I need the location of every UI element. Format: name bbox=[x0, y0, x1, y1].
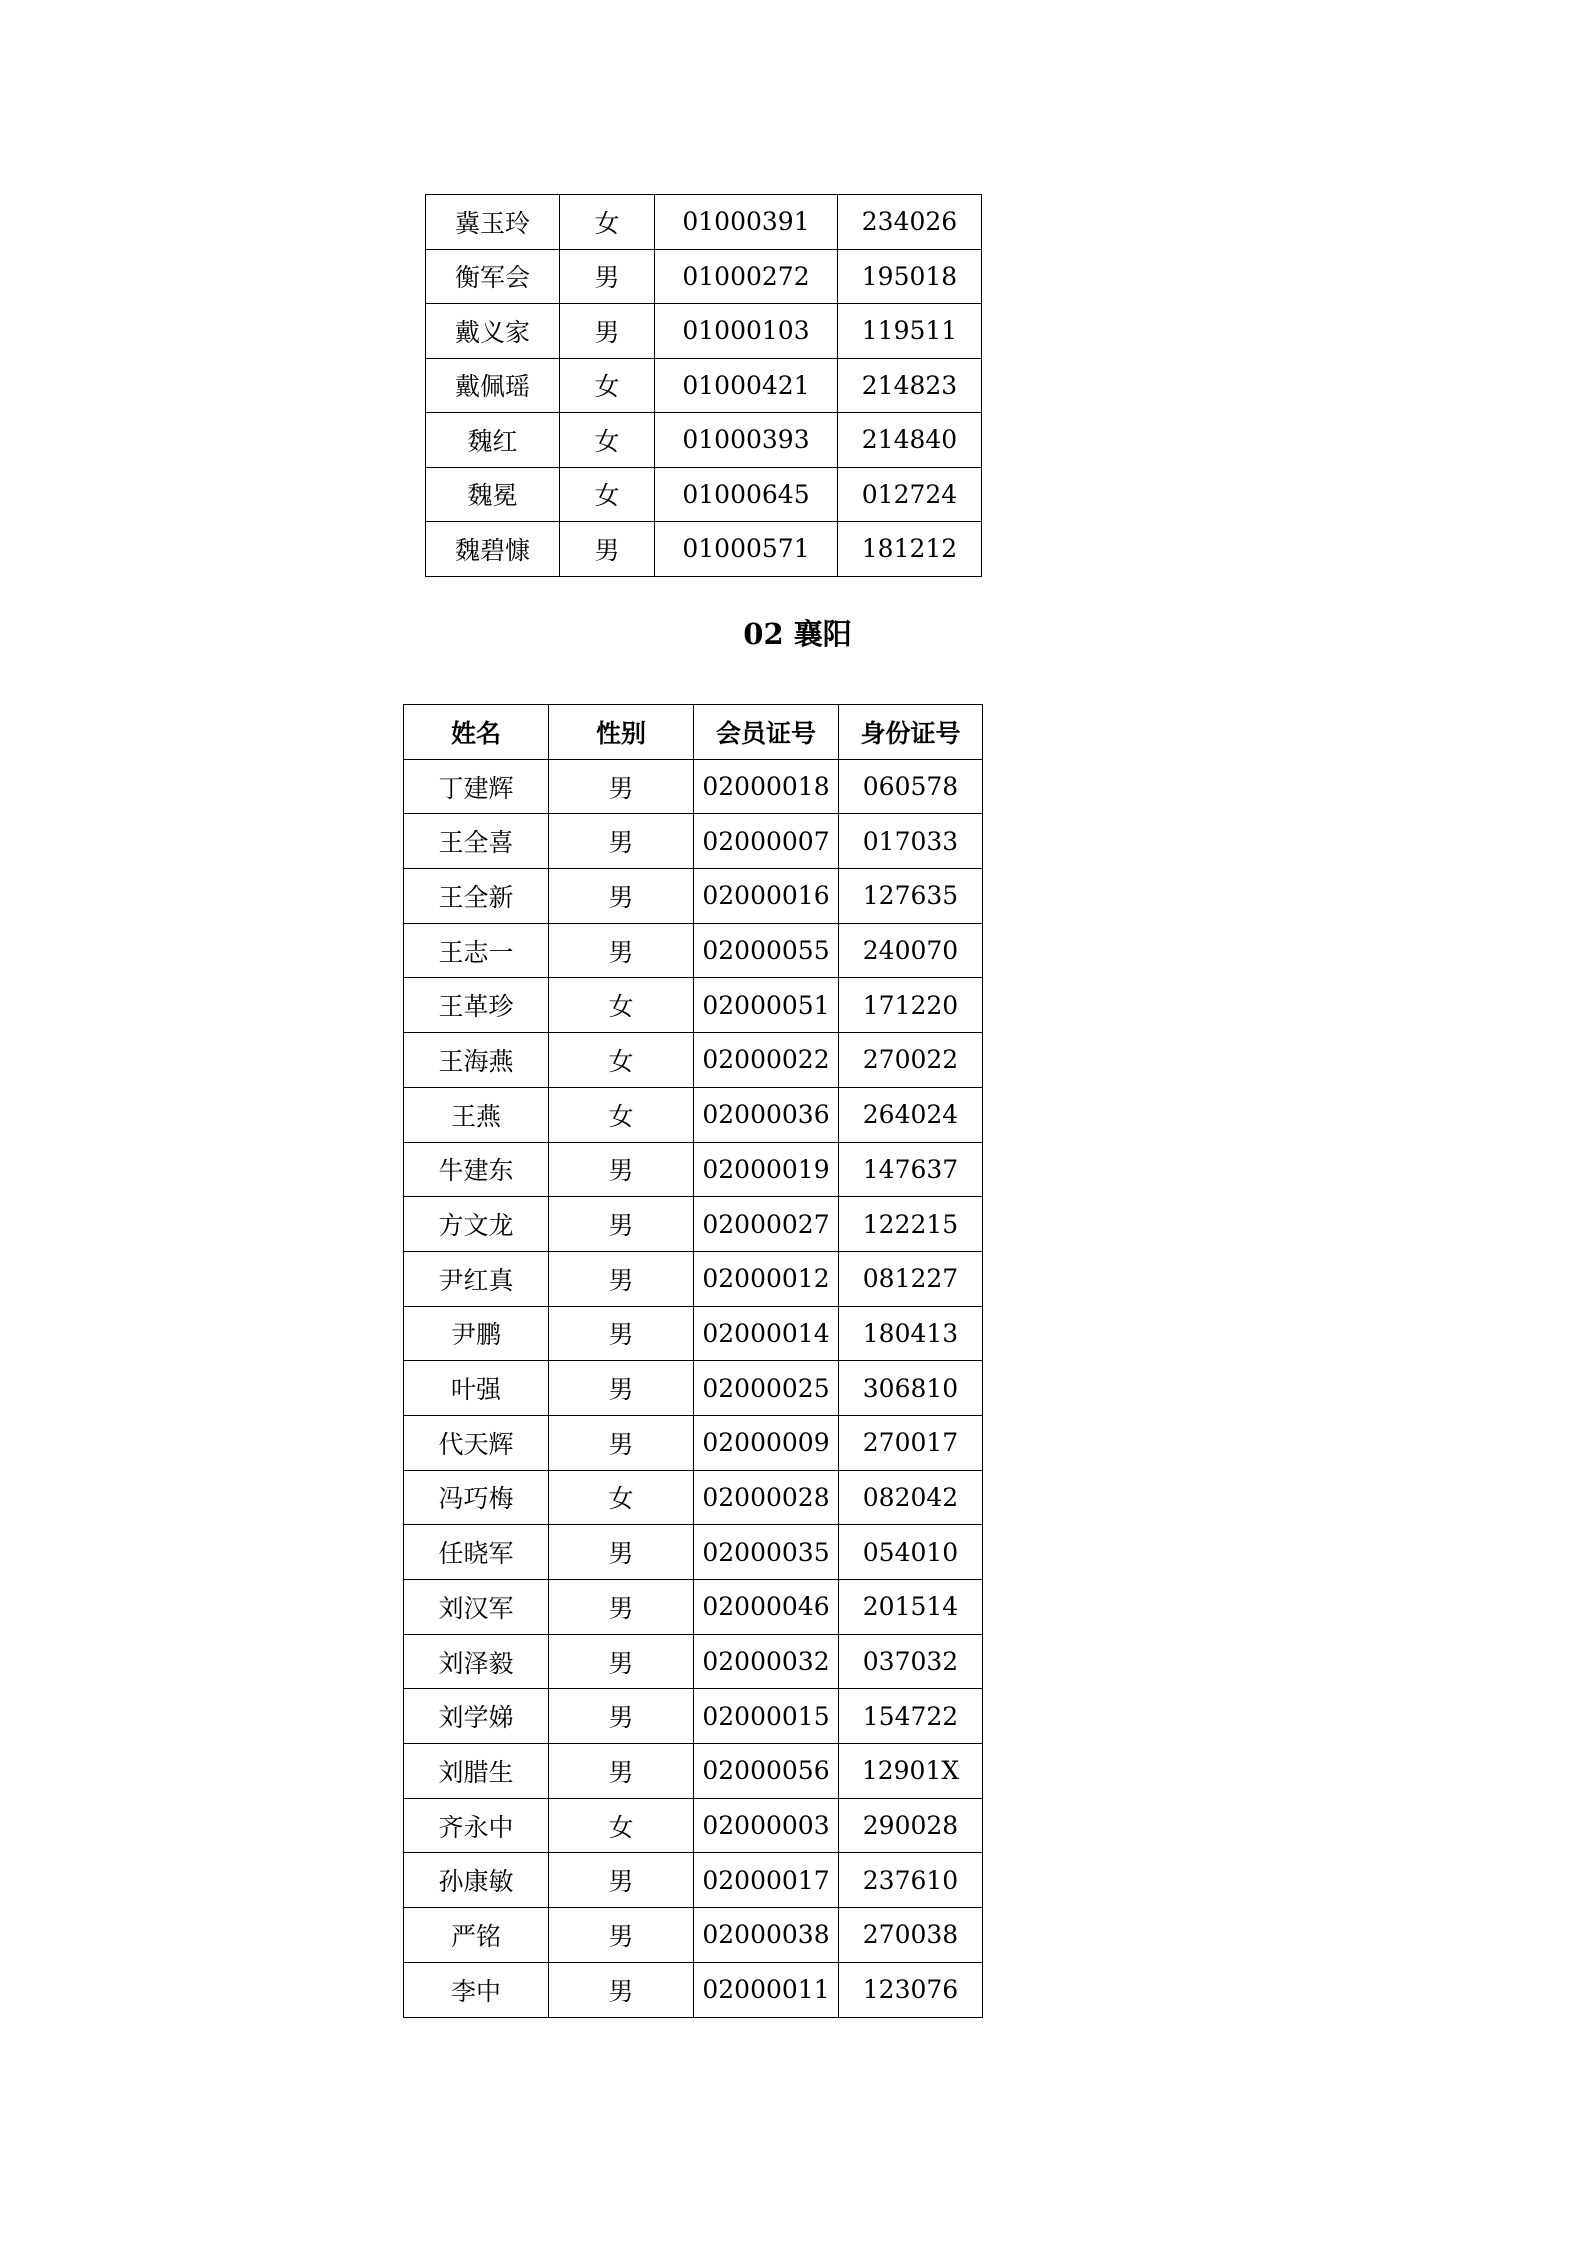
table-row bbox=[426, 413, 982, 468]
cell-id-number: 234026 bbox=[838, 195, 982, 250]
cell-member-id: 02000027 bbox=[694, 1197, 839, 1252]
cell-gender: 男 bbox=[549, 1853, 694, 1908]
cell-id-number: 214840 bbox=[838, 413, 982, 468]
table-row bbox=[404, 1580, 983, 1635]
cell-name: 尹红真 bbox=[404, 1251, 549, 1306]
table-header bbox=[404, 705, 983, 760]
cell-name: 丁建辉 bbox=[404, 759, 549, 814]
table-row bbox=[404, 1744, 983, 1799]
cell-id-number: 060578 bbox=[839, 759, 983, 814]
cell-name: 王革珍 bbox=[404, 978, 549, 1033]
cell-member-id: 01000272 bbox=[655, 249, 838, 304]
cell-name: 李中 bbox=[404, 1962, 549, 2017]
cell-id-number: 181212 bbox=[838, 522, 982, 577]
cell-name: 方文龙 bbox=[404, 1197, 549, 1252]
cell-gender: 男 bbox=[549, 1634, 694, 1689]
cell-gender: 男 bbox=[549, 1525, 694, 1580]
table-row bbox=[426, 304, 982, 359]
column-header-name: 姓名 bbox=[404, 705, 549, 760]
cell-id-number: 171220 bbox=[839, 978, 983, 1033]
cell-name: 衡军会 bbox=[426, 249, 560, 304]
cell-id-number: 037032 bbox=[839, 1634, 983, 1689]
cell-name: 王海燕 bbox=[404, 1033, 549, 1088]
cell-gender: 女 bbox=[549, 1033, 694, 1088]
cell-id-number: 201514 bbox=[839, 1580, 983, 1635]
table-row bbox=[404, 1470, 983, 1525]
cell-name: 孙康敏 bbox=[404, 1853, 549, 1908]
cell-name: 牛建东 bbox=[404, 1142, 549, 1197]
cell-member-id: 02000017 bbox=[694, 1853, 839, 1908]
cell-member-id: 01000391 bbox=[655, 195, 838, 250]
cell-id-number: 122215 bbox=[839, 1197, 983, 1252]
table-row bbox=[426, 358, 982, 413]
cell-member-id: 02000019 bbox=[694, 1142, 839, 1197]
cell-name: 王全新 bbox=[404, 869, 549, 924]
cell-gender: 男 bbox=[549, 1251, 694, 1306]
cell-member-id: 01000393 bbox=[655, 413, 838, 468]
cell-id-number: 195018 bbox=[838, 249, 982, 304]
table-row bbox=[404, 759, 983, 814]
table-row bbox=[404, 1306, 983, 1361]
cell-gender: 男 bbox=[549, 1908, 694, 1963]
table-row bbox=[426, 195, 982, 250]
table-row bbox=[404, 1689, 983, 1744]
cell-gender: 女 bbox=[549, 1798, 694, 1853]
cell-id-number: 123076 bbox=[839, 1962, 983, 2017]
cell-gender: 女 bbox=[560, 358, 655, 413]
cell-gender: 男 bbox=[549, 1689, 694, 1744]
cell-name: 王全喜 bbox=[404, 814, 549, 869]
cell-gender: 男 bbox=[549, 1361, 694, 1416]
cell-gender: 女 bbox=[560, 467, 655, 522]
table-row bbox=[404, 1361, 983, 1416]
table-row bbox=[426, 522, 982, 577]
table-row bbox=[404, 814, 983, 869]
cell-id-number: 12901X bbox=[839, 1744, 983, 1799]
cell-member-id: 02000003 bbox=[694, 1798, 839, 1853]
table-row bbox=[404, 1087, 983, 1142]
cell-id-number: 270022 bbox=[839, 1033, 983, 1088]
cell-name: 冯巧梅 bbox=[404, 1470, 549, 1525]
cell-gender: 女 bbox=[549, 1470, 694, 1525]
cell-name: 刘汉军 bbox=[404, 1580, 549, 1635]
cell-gender: 男 bbox=[549, 1962, 694, 2017]
cell-name: 刘腊生 bbox=[404, 1744, 549, 1799]
table-row bbox=[404, 1033, 983, 1088]
cell-gender: 男 bbox=[549, 814, 694, 869]
cell-name: 代天辉 bbox=[404, 1415, 549, 1470]
cell-name: 尹鹏 bbox=[404, 1306, 549, 1361]
cell-name: 王志一 bbox=[404, 923, 549, 978]
table-row bbox=[404, 1798, 983, 1853]
table-body bbox=[426, 195, 982, 577]
cell-id-number: 054010 bbox=[839, 1525, 983, 1580]
cell-id-number: 237610 bbox=[839, 1853, 983, 1908]
cell-name: 叶强 bbox=[404, 1361, 549, 1416]
table-row bbox=[404, 1634, 983, 1689]
table-row bbox=[404, 1908, 983, 1963]
cell-gender: 男 bbox=[549, 1197, 694, 1252]
table-row bbox=[404, 1525, 983, 1580]
cell-gender: 男 bbox=[549, 1580, 694, 1635]
cell-name: 戴佩瑶 bbox=[426, 358, 560, 413]
table-row bbox=[404, 1415, 983, 1470]
table-row bbox=[404, 978, 983, 1033]
table-row bbox=[404, 1142, 983, 1197]
cell-member-id: 02000025 bbox=[694, 1361, 839, 1416]
cell-gender: 女 bbox=[549, 1087, 694, 1142]
table-row bbox=[404, 1251, 983, 1306]
cell-name: 戴义家 bbox=[426, 304, 560, 359]
cell-id-number: 154722 bbox=[839, 1689, 983, 1744]
cell-name: 王燕 bbox=[404, 1087, 549, 1142]
cell-id-number: 306810 bbox=[839, 1361, 983, 1416]
table-row bbox=[404, 1197, 983, 1252]
cell-member-id: 02000035 bbox=[694, 1525, 839, 1580]
cell-gender: 男 bbox=[549, 923, 694, 978]
cell-member-id: 02000007 bbox=[694, 814, 839, 869]
cell-member-id: 02000036 bbox=[694, 1087, 839, 1142]
header-row bbox=[404, 705, 983, 760]
table-row bbox=[404, 1962, 983, 2017]
cell-id-number: 012724 bbox=[838, 467, 982, 522]
cell-id-number: 180413 bbox=[839, 1306, 983, 1361]
cell-member-id: 02000028 bbox=[694, 1470, 839, 1525]
table-body bbox=[404, 759, 983, 2017]
cell-name: 魏红 bbox=[426, 413, 560, 468]
cell-gender: 男 bbox=[560, 249, 655, 304]
cell-name: 任晓军 bbox=[404, 1525, 549, 1580]
column-header-id-number: 身份证号 bbox=[839, 705, 983, 760]
cell-member-id: 02000014 bbox=[694, 1306, 839, 1361]
cell-gender: 女 bbox=[549, 978, 694, 1033]
cell-gender: 男 bbox=[560, 304, 655, 359]
table-row bbox=[404, 869, 983, 924]
member-table-continued bbox=[425, 194, 982, 577]
cell-member-id: 02000051 bbox=[694, 978, 839, 1033]
cell-member-id: 02000009 bbox=[694, 1415, 839, 1470]
cell-name: 刘泽毅 bbox=[404, 1634, 549, 1689]
cell-gender: 男 bbox=[549, 1142, 694, 1197]
cell-name: 冀玉玲 bbox=[426, 195, 560, 250]
column-header-member-id: 会员证号 bbox=[694, 705, 839, 760]
cell-member-id: 02000012 bbox=[694, 1251, 839, 1306]
cell-id-number: 240070 bbox=[839, 923, 983, 978]
cell-member-id: 02000038 bbox=[694, 1908, 839, 1963]
cell-member-id: 01000103 bbox=[655, 304, 838, 359]
section-title: 02 襄阳 bbox=[743, 617, 852, 651]
cell-id-number: 270038 bbox=[839, 1908, 983, 1963]
cell-member-id: 02000032 bbox=[694, 1634, 839, 1689]
cell-member-id: 02000011 bbox=[694, 1962, 839, 2017]
cell-id-number: 214823 bbox=[838, 358, 982, 413]
cell-name: 魏碧慷 bbox=[426, 522, 560, 577]
cell-member-id: 01000421 bbox=[655, 358, 838, 413]
column-header-gender: 性别 bbox=[549, 705, 694, 760]
cell-gender: 男 bbox=[549, 1415, 694, 1470]
cell-member-id: 02000055 bbox=[694, 923, 839, 978]
cell-gender: 男 bbox=[549, 869, 694, 924]
cell-gender: 女 bbox=[560, 195, 655, 250]
cell-member-id: 01000571 bbox=[655, 522, 838, 577]
cell-member-id: 02000046 bbox=[694, 1580, 839, 1635]
cell-member-id: 02000056 bbox=[694, 1744, 839, 1799]
cell-name: 齐永中 bbox=[404, 1798, 549, 1853]
cell-id-number: 082042 bbox=[839, 1470, 983, 1525]
member-table-xiangyang bbox=[403, 704, 983, 2018]
cell-gender: 男 bbox=[549, 1306, 694, 1361]
table-row bbox=[426, 467, 982, 522]
cell-member-id: 02000015 bbox=[694, 1689, 839, 1744]
cell-id-number: 147637 bbox=[839, 1142, 983, 1197]
cell-id-number: 017033 bbox=[839, 814, 983, 869]
cell-name: 严铭 bbox=[404, 1908, 549, 1963]
cell-gender: 男 bbox=[560, 522, 655, 577]
cell-gender: 男 bbox=[549, 759, 694, 814]
table-row bbox=[404, 923, 983, 978]
cell-name: 刘学娣 bbox=[404, 1689, 549, 1744]
cell-id-number: 119511 bbox=[838, 304, 982, 359]
cell-id-number: 127635 bbox=[839, 869, 983, 924]
table-row bbox=[404, 1853, 983, 1908]
cell-id-number: 270017 bbox=[839, 1415, 983, 1470]
cell-id-number: 264024 bbox=[839, 1087, 983, 1142]
table-row bbox=[426, 249, 982, 304]
cell-member-id: 02000022 bbox=[694, 1033, 839, 1088]
cell-gender: 女 bbox=[560, 413, 655, 468]
cell-id-number: 081227 bbox=[839, 1251, 983, 1306]
cell-member-id: 02000016 bbox=[694, 869, 839, 924]
cell-id-number: 290028 bbox=[839, 1798, 983, 1853]
cell-member-id: 01000645 bbox=[655, 467, 838, 522]
cell-member-id: 02000018 bbox=[694, 759, 839, 814]
cell-gender: 男 bbox=[549, 1744, 694, 1799]
cell-name: 魏冕 bbox=[426, 467, 560, 522]
